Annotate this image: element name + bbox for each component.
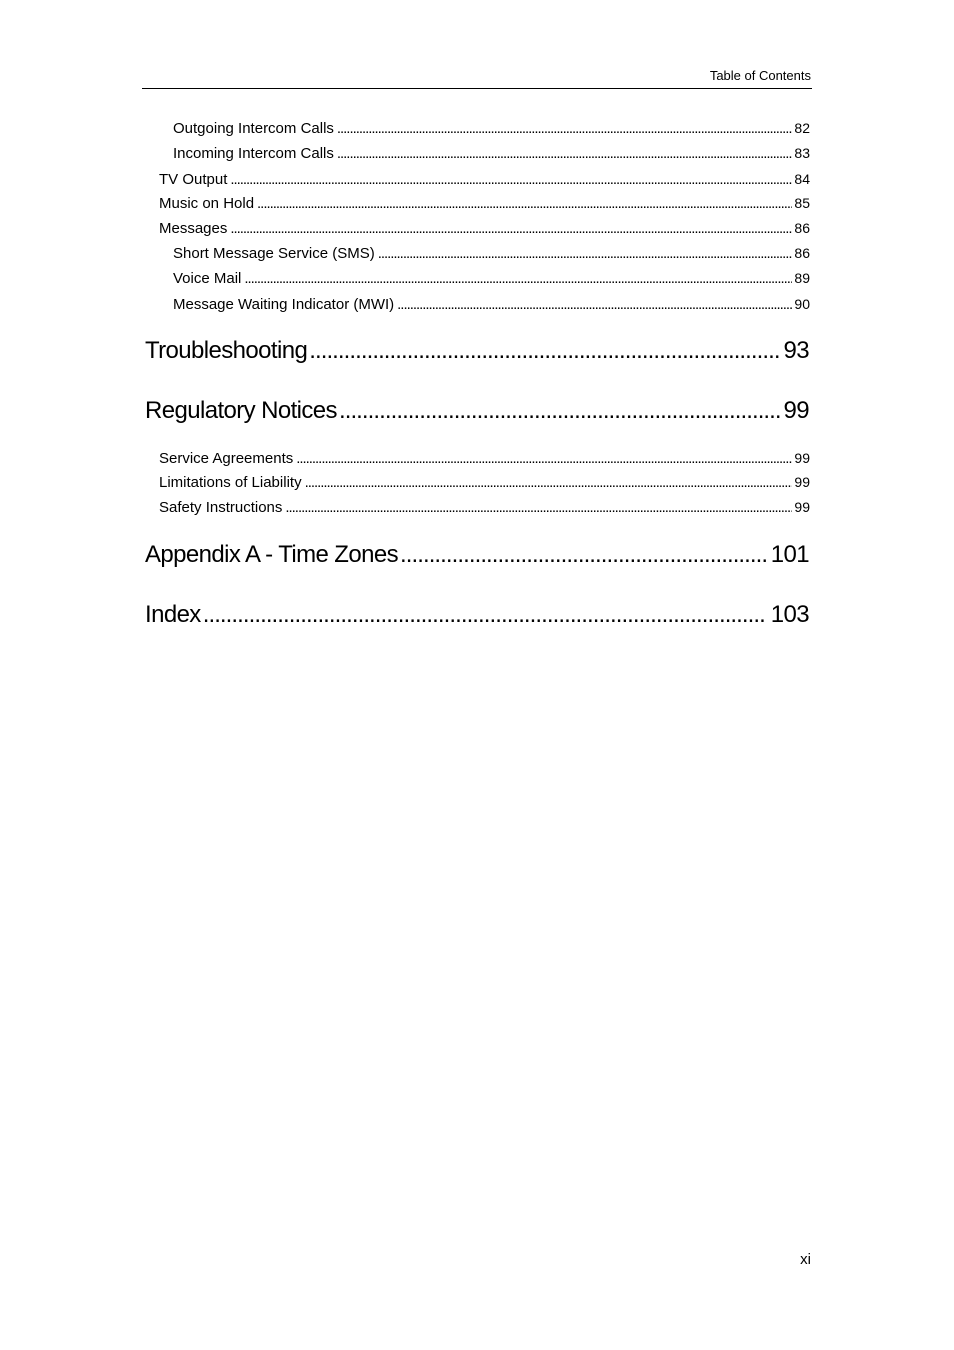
toc-chapter-troubleshooting[interactable] xyxy=(145,336,809,366)
toc-entry-page: 82 xyxy=(794,120,810,136)
dot-leader xyxy=(309,336,779,366)
running-header xyxy=(142,67,812,89)
toc-entry-label: TV Output xyxy=(159,171,228,188)
dot-leader xyxy=(378,244,793,263)
toc-chapter-page: 93 xyxy=(783,337,809,364)
toc-entry-page: 83 xyxy=(794,145,810,161)
toc-entry-page: 84 xyxy=(794,171,810,187)
toc-entry-page: 99 xyxy=(794,474,810,490)
dot-leader xyxy=(296,449,792,468)
toc-chapter-page: 101 xyxy=(770,541,809,568)
dot-leader xyxy=(337,144,793,163)
dot-leader xyxy=(244,269,792,288)
dot-leader xyxy=(230,170,792,189)
toc-chapter-label: Troubleshooting xyxy=(145,337,308,364)
toc-entry-incoming-intercom-calls[interactable] xyxy=(173,143,810,163)
dot-leader xyxy=(397,295,792,314)
toc-entry-label: Safety Instructions xyxy=(159,499,283,516)
toc-chapter-label: Appendix A - Time Zones xyxy=(145,541,399,568)
toc-entry-label: Voice Mail xyxy=(173,270,242,287)
toc-entry-page: 85 xyxy=(794,195,810,211)
running-header-title: Table of Contents xyxy=(709,68,811,83)
toc-chapter-page: 99 xyxy=(783,397,809,424)
toc-chapter-appendix-a-time-zones[interactable] xyxy=(145,540,809,570)
toc-entry-label: Limitations of Liability xyxy=(159,474,302,491)
toc-entry-page: 86 xyxy=(794,245,810,261)
dot-leader xyxy=(203,600,767,630)
toc-entry-page: 89 xyxy=(794,270,810,286)
toc-chapter-label: Regulatory Notices xyxy=(145,397,337,424)
toc-entry-label: Music on Hold xyxy=(159,195,255,212)
dot-leader xyxy=(305,473,793,492)
toc-entry-label: Service Agreements xyxy=(159,450,294,467)
toc-entry-short-message-service[interactable] xyxy=(173,243,810,263)
toc-entry-limitations-of-liability[interactable] xyxy=(159,472,810,492)
toc-entry-label: Messages xyxy=(159,220,228,237)
toc-entry-safety-instructions[interactable] xyxy=(159,497,810,517)
dot-leader xyxy=(230,219,792,238)
toc-entry-music-on-hold[interactable] xyxy=(159,193,810,213)
toc-entry-page: 90 xyxy=(794,296,810,312)
dot-leader xyxy=(400,540,767,570)
toc-chapter-regulatory-notices[interactable] xyxy=(145,396,809,426)
toc-entry-page: 99 xyxy=(794,499,810,515)
toc-entry-label: Message Waiting Indicator (MWI) xyxy=(173,296,395,313)
dot-leader xyxy=(337,119,793,138)
toc-entry-page: 86 xyxy=(794,220,810,236)
toc-entry-voice-mail[interactable] xyxy=(173,268,810,288)
toc-entry-page: 99 xyxy=(794,450,810,466)
toc-entry-label: Outgoing Intercom Calls xyxy=(173,120,334,137)
dot-leader xyxy=(339,396,780,426)
toc-chapter-index[interactable] xyxy=(145,600,809,630)
toc-entry-service-agreements[interactable] xyxy=(159,448,810,468)
toc-entry-label: Incoming Intercom Calls xyxy=(173,145,334,162)
page-number: xi xyxy=(800,1251,811,1268)
toc-entry-label: Short Message Service (SMS) xyxy=(173,245,375,262)
dot-leader xyxy=(257,194,792,213)
toc-chapter-label: Index xyxy=(145,601,201,628)
dot-leader xyxy=(285,498,792,517)
toc-entry-outgoing-intercom-calls[interactable] xyxy=(173,118,810,138)
toc-entry-messages[interactable] xyxy=(159,218,810,238)
toc-entry-tv-output[interactable] xyxy=(159,169,810,189)
toc-entry-message-waiting-indicator[interactable] xyxy=(173,294,810,314)
toc-chapter-page: 103 xyxy=(770,601,809,628)
